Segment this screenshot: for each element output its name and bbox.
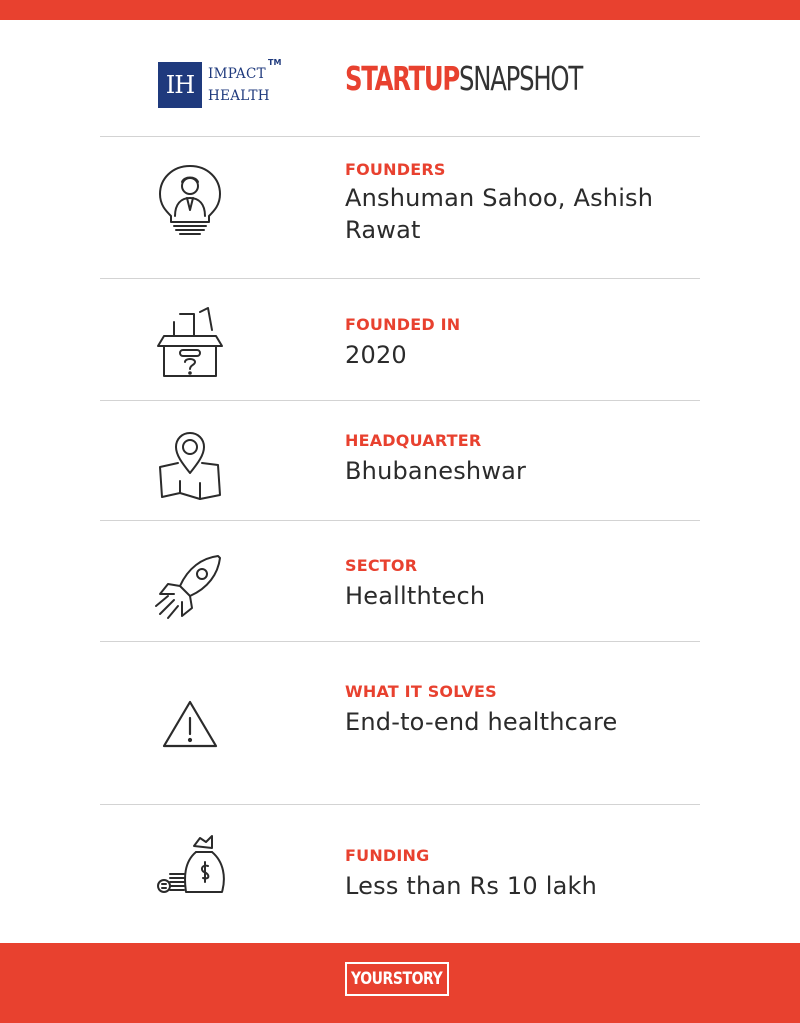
row-value-founded-in: 2020: [345, 341, 407, 369]
row-value-what-it-solves: End-to-end healthcare: [345, 708, 618, 736]
row-label-founded-in: FOUNDED IN: [345, 315, 461, 334]
logo-mark: IH: [158, 62, 202, 108]
startup-snapshot-title: [345, 54, 582, 102]
divider: [100, 641, 700, 642]
yourstory-logo: [345, 962, 449, 996]
mystery-box-icon: [150, 300, 230, 380]
divider: [100, 278, 700, 279]
yourstory-logo-text: YOURSTORY: [351, 969, 443, 989]
warning-icon: [150, 688, 230, 768]
title-startup: STARTUP: [345, 58, 460, 98]
logo-trademark: TM: [268, 58, 282, 67]
money-bag-icon: [150, 832, 230, 912]
divider: [100, 400, 700, 401]
row-value-founders: Anshuman Sahoo, Ashish Rawat: [345, 184, 654, 244]
row-label-sector: SECTOR: [345, 556, 418, 575]
impact-health-logo: [158, 58, 288, 110]
rocket-icon: [150, 548, 230, 628]
title-snapshot: SNAPSHOT: [459, 58, 582, 98]
lightbulb-person-icon: [150, 160, 230, 240]
top-accent-bar: [0, 0, 800, 20]
divider: [100, 136, 700, 137]
row-value-sector: Heallthtech: [345, 582, 486, 610]
divider: [100, 520, 700, 521]
row-value-funding: Less than Rs 10 lakh: [345, 872, 597, 900]
logo-line-2: HEALTH: [208, 88, 270, 104]
row-label-what-it-solves: WHAT IT SOLVES: [345, 682, 497, 701]
row-value-headquarter: Bhubaneshwar: [345, 457, 527, 485]
row-label-founders: FOUNDERS: [345, 160, 446, 179]
divider: [100, 804, 700, 805]
row-label-funding: FUNDING: [345, 846, 430, 865]
row-label-headquarter: HEADQUARTER: [345, 431, 482, 450]
logo-line-1: IMPACT: [208, 66, 266, 82]
map-pin-icon: [150, 425, 230, 505]
